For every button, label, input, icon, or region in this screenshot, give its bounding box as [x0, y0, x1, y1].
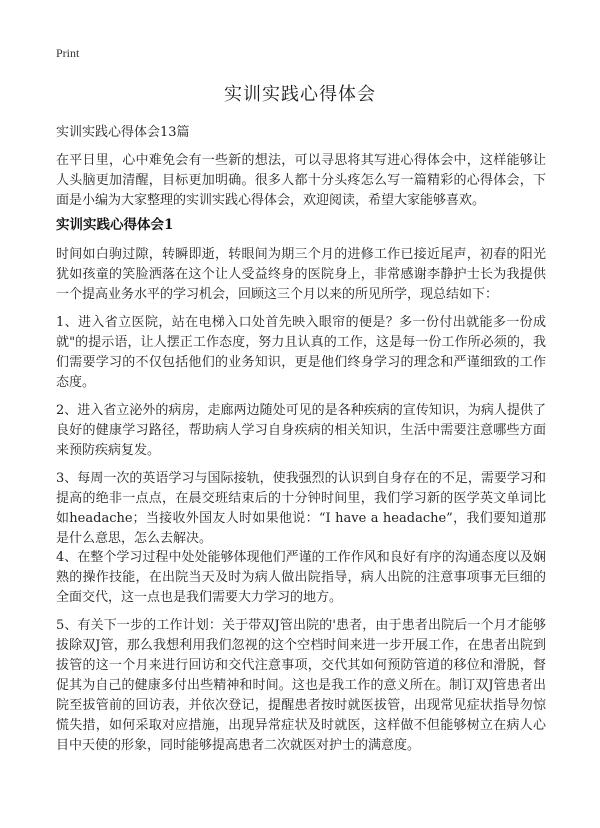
print-link[interactable]: Print [56, 46, 80, 60]
point-paragraph-5: 5、有关下一步的工作计划：关于带双J管出院的'患者，由于患者出院后一个月才能够拔除双J管，那么我想利用我们忽视的这个空档时间来进一步开展工作，在患者出院到拔管的这一个月来进行回访和交代注意事项，交代其如何预防管道的移位和滑脱，督促其为自己的健康多付出些精神和时间。这也是我工作的意义所在。制订双J管患者出院至拔管前的回访表，并依次登记，提醒患者按时就医拔管，出现常见症状指导勿惊慌失措，如何采取对应措施，出现异常症状及时就医，这样做不但能够树立在病人心目中天使的形象，同时能够提高患者二次就医对护士的满意度。 [56, 618, 546, 753]
point-paragraph-2: 2、进入省立泌外的病房，走廊两边随处可见的是各种疾病的宣传知识，为病人提供了良好的健康学习路径，帮助病人学习自身疾病的相关知识，生活中需要注意哪些方面来预防疾病复发。 [56, 403, 546, 458]
point-paragraph-4: 4、在整个学习过程中处处能够体现他们严谨的工作作风和良好有序的沟通态度以及娴熟的操作技能，在出院当天及时为病人做出院指导，病人出院的注意事项事无巨细的全面交代，这一点也是我们需要大力学习的地方。 [56, 550, 546, 605]
opening-paragraph: 时间如白驹过隙，转瞬即逝，转眼间为期三个月的进修工作已接近尾声，初春的阳光犹如孩童的笑脸洒落在这个让人受益终身的医院身上，非常感谢李静护士长为我提供一个提高业务水平的学习机会，回顾这三个月以来的所见所学，现总结如下： [56, 247, 546, 302]
section-heading: 实训实践心得体会1 [56, 217, 174, 233]
point-paragraph-1: 1、进入省立医院，站在电梯入口处首先映入眼帘的便是？多一份付出就能多一份成就"的提示语，让人摆正工作态度，努力且认真的工作，这是每一份工作所必须的，我们需要学习的不仅包括他们的业务知识，更是他们终身学习的理念和严谨细致的工作态度。 [56, 315, 546, 390]
document-title: 实训实践心得体会 [224, 84, 376, 105]
document-subtitle: 实训实践心得体会13篇 [56, 125, 190, 140]
point-paragraph-3: 3、每周一次的英语学习与国际接轨，使我强烈的认识到自身存在的不足，需要学习和提高的绝非一点点，在晨交班结束后的十分钟时间里，我们学习新的医学英文单词比如headache；当接收外国友人时如果他说：“I have a headache”，我们要知道那是什么意思，怎么去解决。 [56, 471, 546, 546]
intro-paragraph: 在平日里，心中难免会有一些新的想法，可以寻思将其写进心得体会中，这样能够让人头脑更加清醒，目标更加明确。很多人都十分头疼怎么写一篇精彩的心得体会，下面是小编为大家整理的实训实践心得体会，欢迎阅读，希望大家能够喜欢。 [56, 153, 546, 208]
